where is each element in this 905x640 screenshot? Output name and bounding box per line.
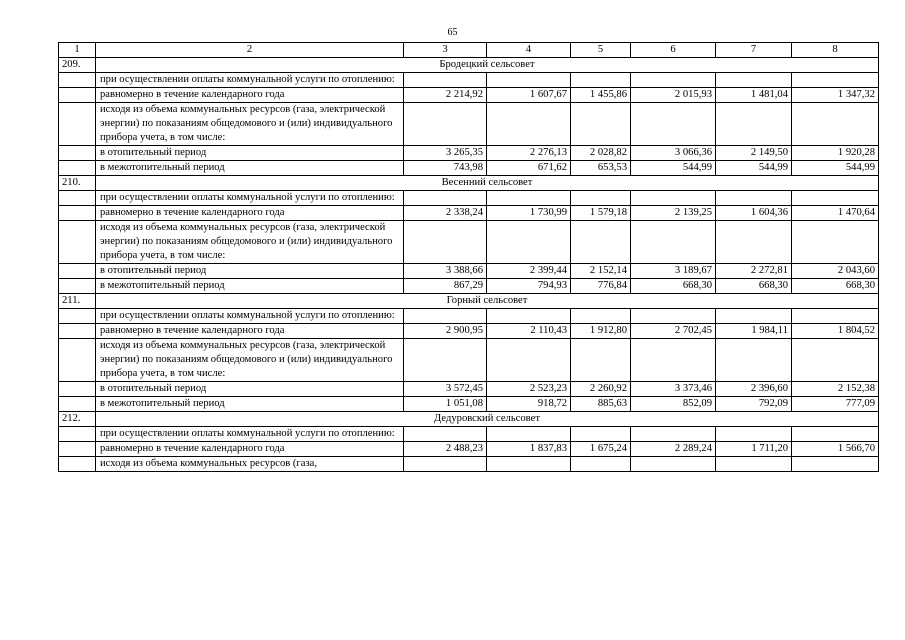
value-cell <box>487 73 571 88</box>
value-cell <box>631 427 716 442</box>
value-cell <box>716 221 792 264</box>
section-index: 210. <box>59 176 96 191</box>
value-cell <box>571 191 631 206</box>
value-cell <box>571 427 631 442</box>
section-index: 212. <box>59 412 96 427</box>
value-cell: 1 347,32 <box>792 88 879 103</box>
value-cell <box>716 73 792 88</box>
value-cell: 2 260,92 <box>571 382 631 397</box>
value-cell <box>487 191 571 206</box>
value-cell: 1 984,11 <box>716 324 792 339</box>
header-cell: 3 <box>404 43 487 58</box>
header-cell: 1 <box>59 43 96 58</box>
value-cell <box>487 427 571 442</box>
value-cell: 2 015,93 <box>631 88 716 103</box>
value-cell: 867,29 <box>404 279 487 294</box>
value-cell <box>631 191 716 206</box>
header-cell: 6 <box>631 43 716 58</box>
index-cell <box>59 279 96 294</box>
value-cell <box>487 103 571 146</box>
index-cell <box>59 146 96 161</box>
value-cell <box>571 309 631 324</box>
value-cell <box>716 339 792 382</box>
header-cell: 5 <box>571 43 631 58</box>
value-cell: 1 804,52 <box>792 324 879 339</box>
value-cell <box>792 73 879 88</box>
value-cell: 1 481,04 <box>716 88 792 103</box>
value-cell: 2 399,44 <box>487 264 571 279</box>
value-cell: 852,09 <box>631 397 716 412</box>
description-cell: исходя из объема коммунальных ресурсов (газа, электрической энергии) по показаниям общедомового и (или) индивидуального прибора учета, в том числе: <box>96 221 404 264</box>
section-row <box>59 412 879 427</box>
value-cell <box>404 103 487 146</box>
value-cell: 2 139,25 <box>631 206 716 221</box>
index-cell <box>59 206 96 221</box>
description-cell: в отопительный период <box>96 382 404 397</box>
evenly-row <box>59 324 879 339</box>
value-cell <box>792 427 879 442</box>
header-row <box>59 43 879 58</box>
by-meter-row <box>59 103 879 146</box>
nonheating-row <box>59 279 879 294</box>
value-cell <box>487 221 571 264</box>
description-cell: в отопительный период <box>96 264 404 279</box>
section-row <box>59 294 879 309</box>
intro-row <box>59 427 879 442</box>
section-name: Весенний сельсовет <box>96 176 879 191</box>
section-name: Бродецкий сельсовет <box>96 58 879 73</box>
description-cell: при осуществлении оплаты коммунальной услуги по отоплению: <box>96 73 404 88</box>
value-cell <box>792 457 879 472</box>
value-cell <box>404 309 487 324</box>
value-cell <box>716 427 792 442</box>
index-cell <box>59 88 96 103</box>
section-name: Горный сельсовет <box>96 294 879 309</box>
value-cell <box>792 191 879 206</box>
index-cell <box>59 324 96 339</box>
value-cell <box>631 339 716 382</box>
value-cell: 2 110,43 <box>487 324 571 339</box>
index-cell <box>59 397 96 412</box>
section-row <box>59 176 879 191</box>
heating-row <box>59 146 879 161</box>
value-cell: 2 289,24 <box>631 442 716 457</box>
value-cell <box>404 73 487 88</box>
value-cell: 2 488,23 <box>404 442 487 457</box>
value-cell: 743,98 <box>404 161 487 176</box>
value-cell: 792,09 <box>716 397 792 412</box>
value-cell: 3 572,45 <box>404 382 487 397</box>
value-cell: 2 702,45 <box>631 324 716 339</box>
value-cell: 2 149,50 <box>716 146 792 161</box>
value-cell: 1 711,20 <box>716 442 792 457</box>
description-cell: равномерно в течение календарного года <box>96 88 404 103</box>
value-cell: 544,99 <box>716 161 792 176</box>
index-cell <box>59 382 96 397</box>
value-cell: 1 470,64 <box>792 206 879 221</box>
value-cell: 1 455,86 <box>571 88 631 103</box>
value-cell <box>487 457 571 472</box>
heating-row <box>59 382 879 397</box>
description-cell: при осуществлении оплаты коммунальной услуги по отоплению: <box>96 191 404 206</box>
value-cell <box>404 427 487 442</box>
value-cell: 1 675,24 <box>571 442 631 457</box>
value-cell <box>631 103 716 146</box>
value-cell: 671,62 <box>487 161 571 176</box>
value-cell <box>631 309 716 324</box>
value-cell <box>571 457 631 472</box>
value-cell <box>792 221 879 264</box>
intro-row <box>59 73 879 88</box>
value-cell: 1 837,83 <box>487 442 571 457</box>
description-cell: равномерно в течение календарного года <box>96 206 404 221</box>
value-cell: 2 523,23 <box>487 382 571 397</box>
value-cell: 653,53 <box>571 161 631 176</box>
header-cell: 8 <box>792 43 879 58</box>
description-cell: при осуществлении оплаты коммунальной услуги по отоплению: <box>96 309 404 324</box>
value-cell: 3 265,35 <box>404 146 487 161</box>
section-index: 209. <box>59 58 96 73</box>
value-cell: 544,99 <box>631 161 716 176</box>
index-cell <box>59 427 96 442</box>
evenly-row <box>59 206 879 221</box>
value-cell: 1 566,70 <box>792 442 879 457</box>
value-cell: 918,72 <box>487 397 571 412</box>
value-cell <box>792 339 879 382</box>
value-cell: 3 189,67 <box>631 264 716 279</box>
value-cell: 2 272,81 <box>716 264 792 279</box>
description-cell: в отопительный период <box>96 146 404 161</box>
value-cell <box>571 73 631 88</box>
value-cell: 544,99 <box>792 161 879 176</box>
tariff-table <box>58 42 879 472</box>
index-cell <box>59 264 96 279</box>
section-name: Дедуровский сельсовет <box>96 412 879 427</box>
index-cell <box>59 457 96 472</box>
value-cell: 1 051,08 <box>404 397 487 412</box>
value-cell <box>716 457 792 472</box>
index-cell <box>59 161 96 176</box>
description-cell: в межотопительный период <box>96 397 404 412</box>
header-cell: 4 <box>487 43 571 58</box>
value-cell <box>404 191 487 206</box>
value-cell <box>487 339 571 382</box>
value-cell: 794,93 <box>487 279 571 294</box>
value-cell: 3 066,36 <box>631 146 716 161</box>
evenly-row <box>59 442 879 457</box>
section-row <box>59 58 879 73</box>
value-cell: 2 152,38 <box>792 382 879 397</box>
value-cell: 2 028,82 <box>571 146 631 161</box>
value-cell <box>716 103 792 146</box>
header-cell: 7 <box>716 43 792 58</box>
index-cell <box>59 309 96 324</box>
description-cell: исходя из объема коммунальных ресурсов (газа, электрической энергии) по показаниям общедомового и (или) индивидуального прибора учета, в том числе: <box>96 103 404 146</box>
by-meter-row <box>59 221 879 264</box>
value-cell: 668,30 <box>716 279 792 294</box>
evenly-row <box>59 88 879 103</box>
intro-row <box>59 309 879 324</box>
value-cell: 2 396,60 <box>716 382 792 397</box>
description-cell: равномерно в течение календарного года <box>96 324 404 339</box>
value-cell <box>404 457 487 472</box>
description-cell: в межотопительный период <box>96 279 404 294</box>
value-cell <box>631 457 716 472</box>
index-cell <box>59 103 96 146</box>
header-cell: 2 <box>96 43 404 58</box>
value-cell: 3 388,66 <box>404 264 487 279</box>
index-cell <box>59 442 96 457</box>
value-cell <box>404 221 487 264</box>
value-cell: 1 607,67 <box>487 88 571 103</box>
index-cell <box>59 339 96 382</box>
value-cell: 2 152,14 <box>571 264 631 279</box>
value-cell: 2 338,24 <box>404 206 487 221</box>
value-cell: 2 276,13 <box>487 146 571 161</box>
value-cell: 1 920,28 <box>792 146 879 161</box>
value-cell <box>716 309 792 324</box>
value-cell: 3 373,46 <box>631 382 716 397</box>
value-cell: 2 214,92 <box>404 88 487 103</box>
value-cell: 1 730,99 <box>487 206 571 221</box>
description-cell: исходя из объема коммунальных ресурсов (газа, <box>96 457 404 472</box>
value-cell: 1 912,80 <box>571 324 631 339</box>
by-meter-row <box>59 457 879 472</box>
description-cell: исходя из объема коммунальных ресурсов (газа, электрической энергии) по показаниям общедомового и (или) индивидуального прибора учета, в том числе: <box>96 339 404 382</box>
value-cell <box>571 339 631 382</box>
value-cell <box>404 339 487 382</box>
value-cell <box>571 103 631 146</box>
nonheating-row <box>59 397 879 412</box>
section-index: 211. <box>59 294 96 309</box>
value-cell: 668,30 <box>792 279 879 294</box>
index-cell <box>59 73 96 88</box>
description-cell: при осуществлении оплаты коммунальной услуги по отоплению: <box>96 427 404 442</box>
value-cell <box>792 103 879 146</box>
intro-row <box>59 191 879 206</box>
value-cell: 885,63 <box>571 397 631 412</box>
heating-row <box>59 264 879 279</box>
description-cell: в межотопительный период <box>96 161 404 176</box>
value-cell: 777,09 <box>792 397 879 412</box>
value-cell <box>631 221 716 264</box>
by-meter-row <box>59 339 879 382</box>
value-cell: 2 043,60 <box>792 264 879 279</box>
index-cell <box>59 191 96 206</box>
description-cell: равномерно в течение календарного года <box>96 442 404 457</box>
value-cell <box>631 73 716 88</box>
value-cell: 668,30 <box>631 279 716 294</box>
value-cell: 1 604,36 <box>716 206 792 221</box>
nonheating-row <box>59 161 879 176</box>
value-cell: 2 900,95 <box>404 324 487 339</box>
value-cell: 776,84 <box>571 279 631 294</box>
value-cell <box>487 309 571 324</box>
value-cell <box>716 191 792 206</box>
index-cell <box>59 221 96 264</box>
value-cell <box>571 221 631 264</box>
value-cell <box>792 309 879 324</box>
value-cell: 1 579,18 <box>571 206 631 221</box>
page-number: 65 <box>447 27 458 38</box>
